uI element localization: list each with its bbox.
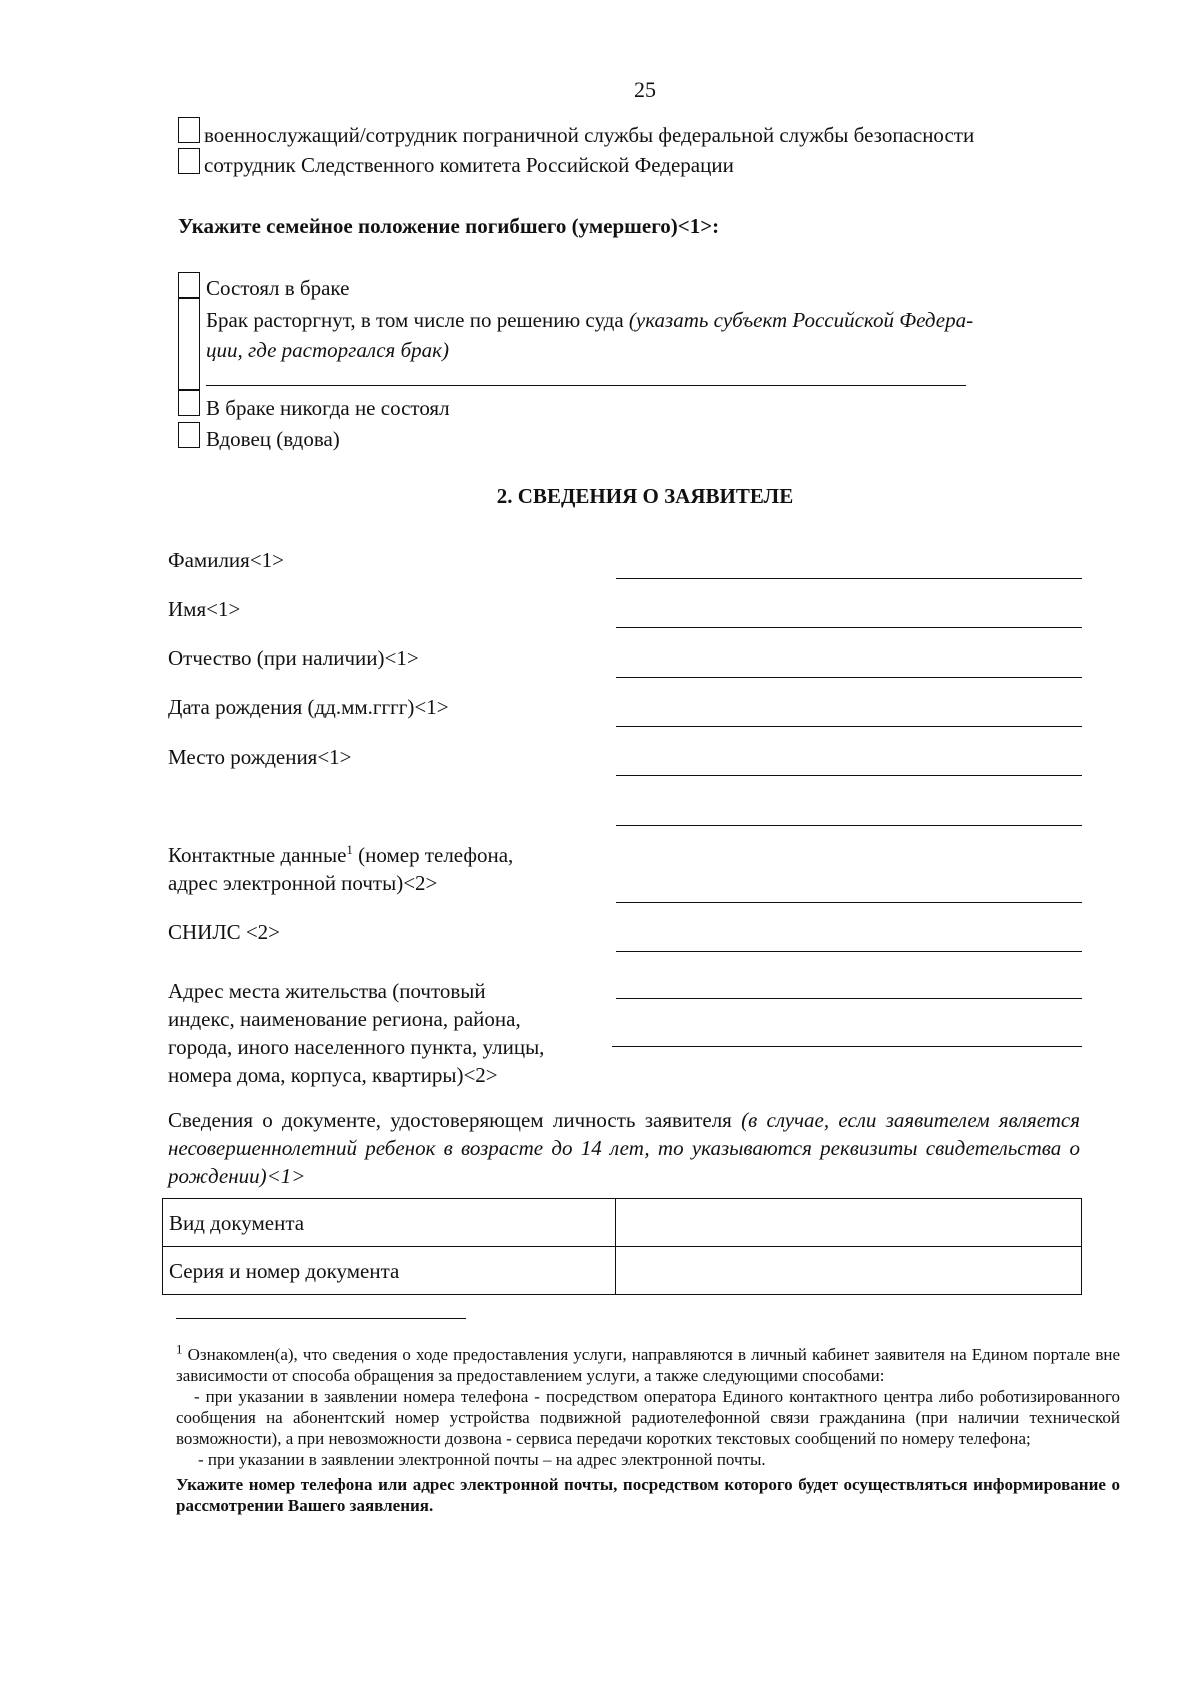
- divorced-hint-line2: ции, где расторгался брак): [206, 338, 449, 362]
- footnote-paragraph-1-text: Ознакомлен(а), что сведения о ходе предоставления услуги, направляются в личный кабинет заявителя на Едином портале вне зависимости от способа обращения за предоставлением услуги, а также следующими способами:: [176, 1345, 1120, 1385]
- contacts-label-suffix: (номер телефона,: [352, 843, 514, 867]
- birth-date-label: Дата рождения (дд.мм.гггг)<1>: [168, 695, 449, 719]
- checkbox-label-never-married: В браке никогда не состоял: [206, 396, 450, 420]
- birth-place-field-line2[interactable]: [616, 825, 1082, 826]
- checkbox-married[interactable]: [178, 272, 200, 298]
- contacts-label-text: Контактные данные: [168, 843, 347, 867]
- address-label-line3: города, иного населенного пункта, улицы,: [168, 1035, 545, 1059]
- birth-place-field-line1[interactable]: [616, 775, 1082, 776]
- contacts-field[interactable]: [616, 902, 1082, 903]
- footnote-paragraph-2: - при указании в заявлении номера телефона - посредством оператора Единого контактного центра либо роботизированного сообщения на абонентский номер устройства подвижной радиотелефонной связи гражданина (при наличии технической возможности), а при невозможности дозвона - сервиса передачи коротких текстовых сообщений по номеру телефона;: [176, 1387, 1120, 1448]
- document-type-value[interactable]: [616, 1199, 1082, 1247]
- page-number: 25: [634, 77, 656, 102]
- address-label-line1: Адрес места жительства (почтовый: [168, 979, 486, 1003]
- patronymic-field[interactable]: [616, 677, 1082, 678]
- contacts-label: [168, 841, 608, 869]
- divorce-region-input-line[interactable]: [206, 385, 966, 386]
- birth-date-field[interactable]: [616, 726, 1082, 727]
- applicant-section-title: 2. СВЕДЕНИЯ О ЗАЯВИТЕЛЕ: [496, 484, 794, 508]
- patronymic-label: Отчество (при наличии)<1>: [168, 646, 419, 670]
- contacts-footnote-mark: 1: [346, 842, 353, 857]
- checkbox-label-divorced: [206, 306, 973, 334]
- address-label-line2: индекс, наименование региона, района,: [168, 1007, 521, 1031]
- checkbox-widowed[interactable]: [178, 422, 200, 448]
- name-label: Имя<1>: [168, 597, 241, 621]
- footnote-marker: 1: [176, 1341, 183, 1357]
- snils-field[interactable]: [616, 951, 1082, 952]
- identity-document-intro: [168, 1106, 1080, 1190]
- identity-document-intro-hint: (в случае, если заявителем является несовершеннолетний ребенок в возрасте до 14 лет, то указываются реквизиты свидетельства о рождении)<1>: [168, 1108, 1080, 1188]
- footnote-separator: [176, 1318, 466, 1319]
- surname-label: Фамилия<1>: [168, 548, 285, 572]
- checkbox-never-married[interactable]: [178, 390, 200, 416]
- table-row: [163, 1199, 1082, 1247]
- checkbox-label-investigative-committee: сотрудник Следственного комитета Российской Федерации: [204, 153, 734, 177]
- address-field-line1[interactable]: [616, 998, 1082, 999]
- document-number-value[interactable]: [616, 1247, 1082, 1295]
- marital-status-heading: Укажите семейное положение погибшего (умершего)<1>:: [178, 214, 720, 238]
- checkbox-label-border-service: военнослужащий/сотрудник пограничной службы федеральной службы безопасности: [204, 123, 975, 147]
- document-number-label: Серия и номер документа: [163, 1247, 616, 1295]
- divorced-hint-line1: (указать субъект Российской Федера-: [628, 308, 974, 332]
- document-type-label: Вид документа: [163, 1199, 616, 1247]
- checkbox-investigative-committee[interactable]: [178, 148, 200, 174]
- checkbox-divorced[interactable]: [178, 298, 200, 390]
- address-label-line4: номера дома, корпуса, квартиры)<2>: [168, 1063, 498, 1087]
- contacts-label-line2: адрес электронной почты)<2>: [168, 871, 438, 895]
- table-row: [163, 1247, 1082, 1295]
- footnote-paragraph-1: [176, 1341, 1120, 1386]
- footnote-paragraph-3: - при указании в заявлении электронной почты – на адрес электронной почты.: [198, 1450, 766, 1469]
- footnote-paragraph-4: Укажите номер телефона или адрес электронной почты, посредством которого будет осуществляться информирование о рассмотрении Вашего заявления.: [176, 1475, 1120, 1515]
- identity-document-table: [162, 1198, 1082, 1295]
- surname-field[interactable]: [616, 578, 1082, 579]
- checkbox-border-service[interactable]: [178, 117, 200, 143]
- birth-place-label: Место рождения<1>: [168, 745, 352, 769]
- footnote: [176, 1341, 1120, 1516]
- divorced-text: Брак расторгнут, в том числе по решению суда: [206, 308, 629, 332]
- identity-document-intro-text: Сведения о документе, удостоверяющем личность заявителя: [168, 1108, 742, 1132]
- address-field-line2[interactable]: [612, 1046, 1082, 1047]
- snils-label: СНИЛС <2>: [168, 920, 281, 944]
- checkbox-label-widowed: Вдовец (вдова): [206, 427, 340, 451]
- name-field[interactable]: [616, 627, 1082, 628]
- checkbox-label-married: Состоял в браке: [206, 276, 350, 300]
